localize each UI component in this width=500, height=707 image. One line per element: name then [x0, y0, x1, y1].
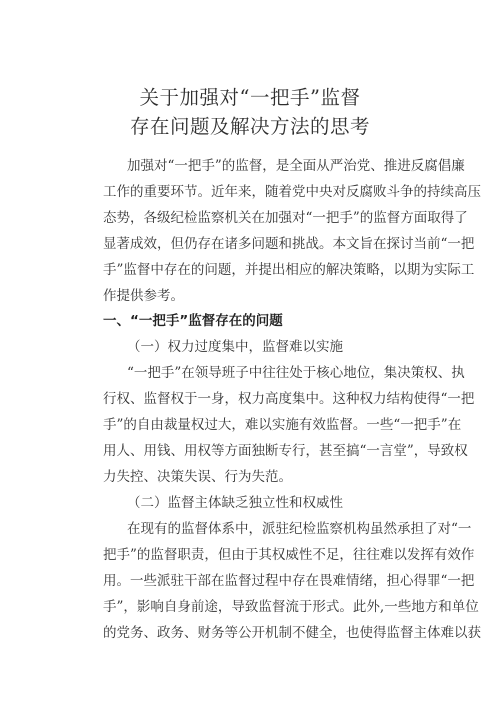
- subsection-heading: （二）监督主体缺乏独立性和权威性: [127, 495, 343, 511]
- body-line: 用人、用钱、用权等方面独断专行，甚至搞“一言堂”，导致权: [103, 443, 468, 459]
- body-line: 在现有的监督体系中，派驻纪检监察机构虽然承担了对“一: [127, 521, 472, 537]
- body-line: 的党务、政务、财务等公开机制不健全，也使得监督主体难以获: [103, 625, 481, 641]
- body-line: 行权、监督权于一身，权力高度集中。这种权力结构使得“一把: [103, 391, 475, 407]
- document-title-line-1: 关于加强对“一把手”监督: [139, 86, 361, 109]
- body-line: 手”的自由裁量权过大，难以实施有效监督。一些“一把手”在: [103, 417, 462, 433]
- body-line: 用。一些派驻干部在监督过程中存在畏难情绪，担心得罪“一把: [103, 573, 475, 589]
- subsection-heading: （一）权力过度集中，监督难以实施: [127, 339, 343, 355]
- body-line: “一把手”在领导班子中往往处于核心地位，集决策权、执: [127, 365, 465, 381]
- document-title-line-2: 存在问题及解决方法的思考: [129, 115, 370, 138]
- intro-line: 加强对“一把手”的监督，是全面从严治党、推进反腐倡廉: [127, 158, 465, 174]
- intro-line: 显著成效，但仍存在诸多问题和挑战。本文旨在探讨当前“一把: [103, 236, 475, 252]
- intro-line: 态势，各级纪检监察机关在加强对“一把手”的监督方面取得了: [103, 210, 468, 226]
- section-heading: 一、“一把手”监督存在的问题: [103, 313, 283, 329]
- body-line: 力失控、决策失误、行为失范。: [103, 469, 292, 485]
- intro-line: 作提供参考。: [103, 288, 184, 304]
- body-line: 把手”的监督职责，但由于其权威性不足，往往难以发挥有效作: [103, 547, 475, 563]
- intro-line: 工作的重要环节。近年来，随着党中央对反腐败斗争的持续高压: [103, 184, 481, 200]
- body-line: 手”，影响自身前途，导致监督流于形式。此外,一些地方和单位: [103, 599, 479, 615]
- intro-line: 手”监督中存在的问题，并提出相应的解决策略，以期为实际工: [103, 262, 475, 278]
